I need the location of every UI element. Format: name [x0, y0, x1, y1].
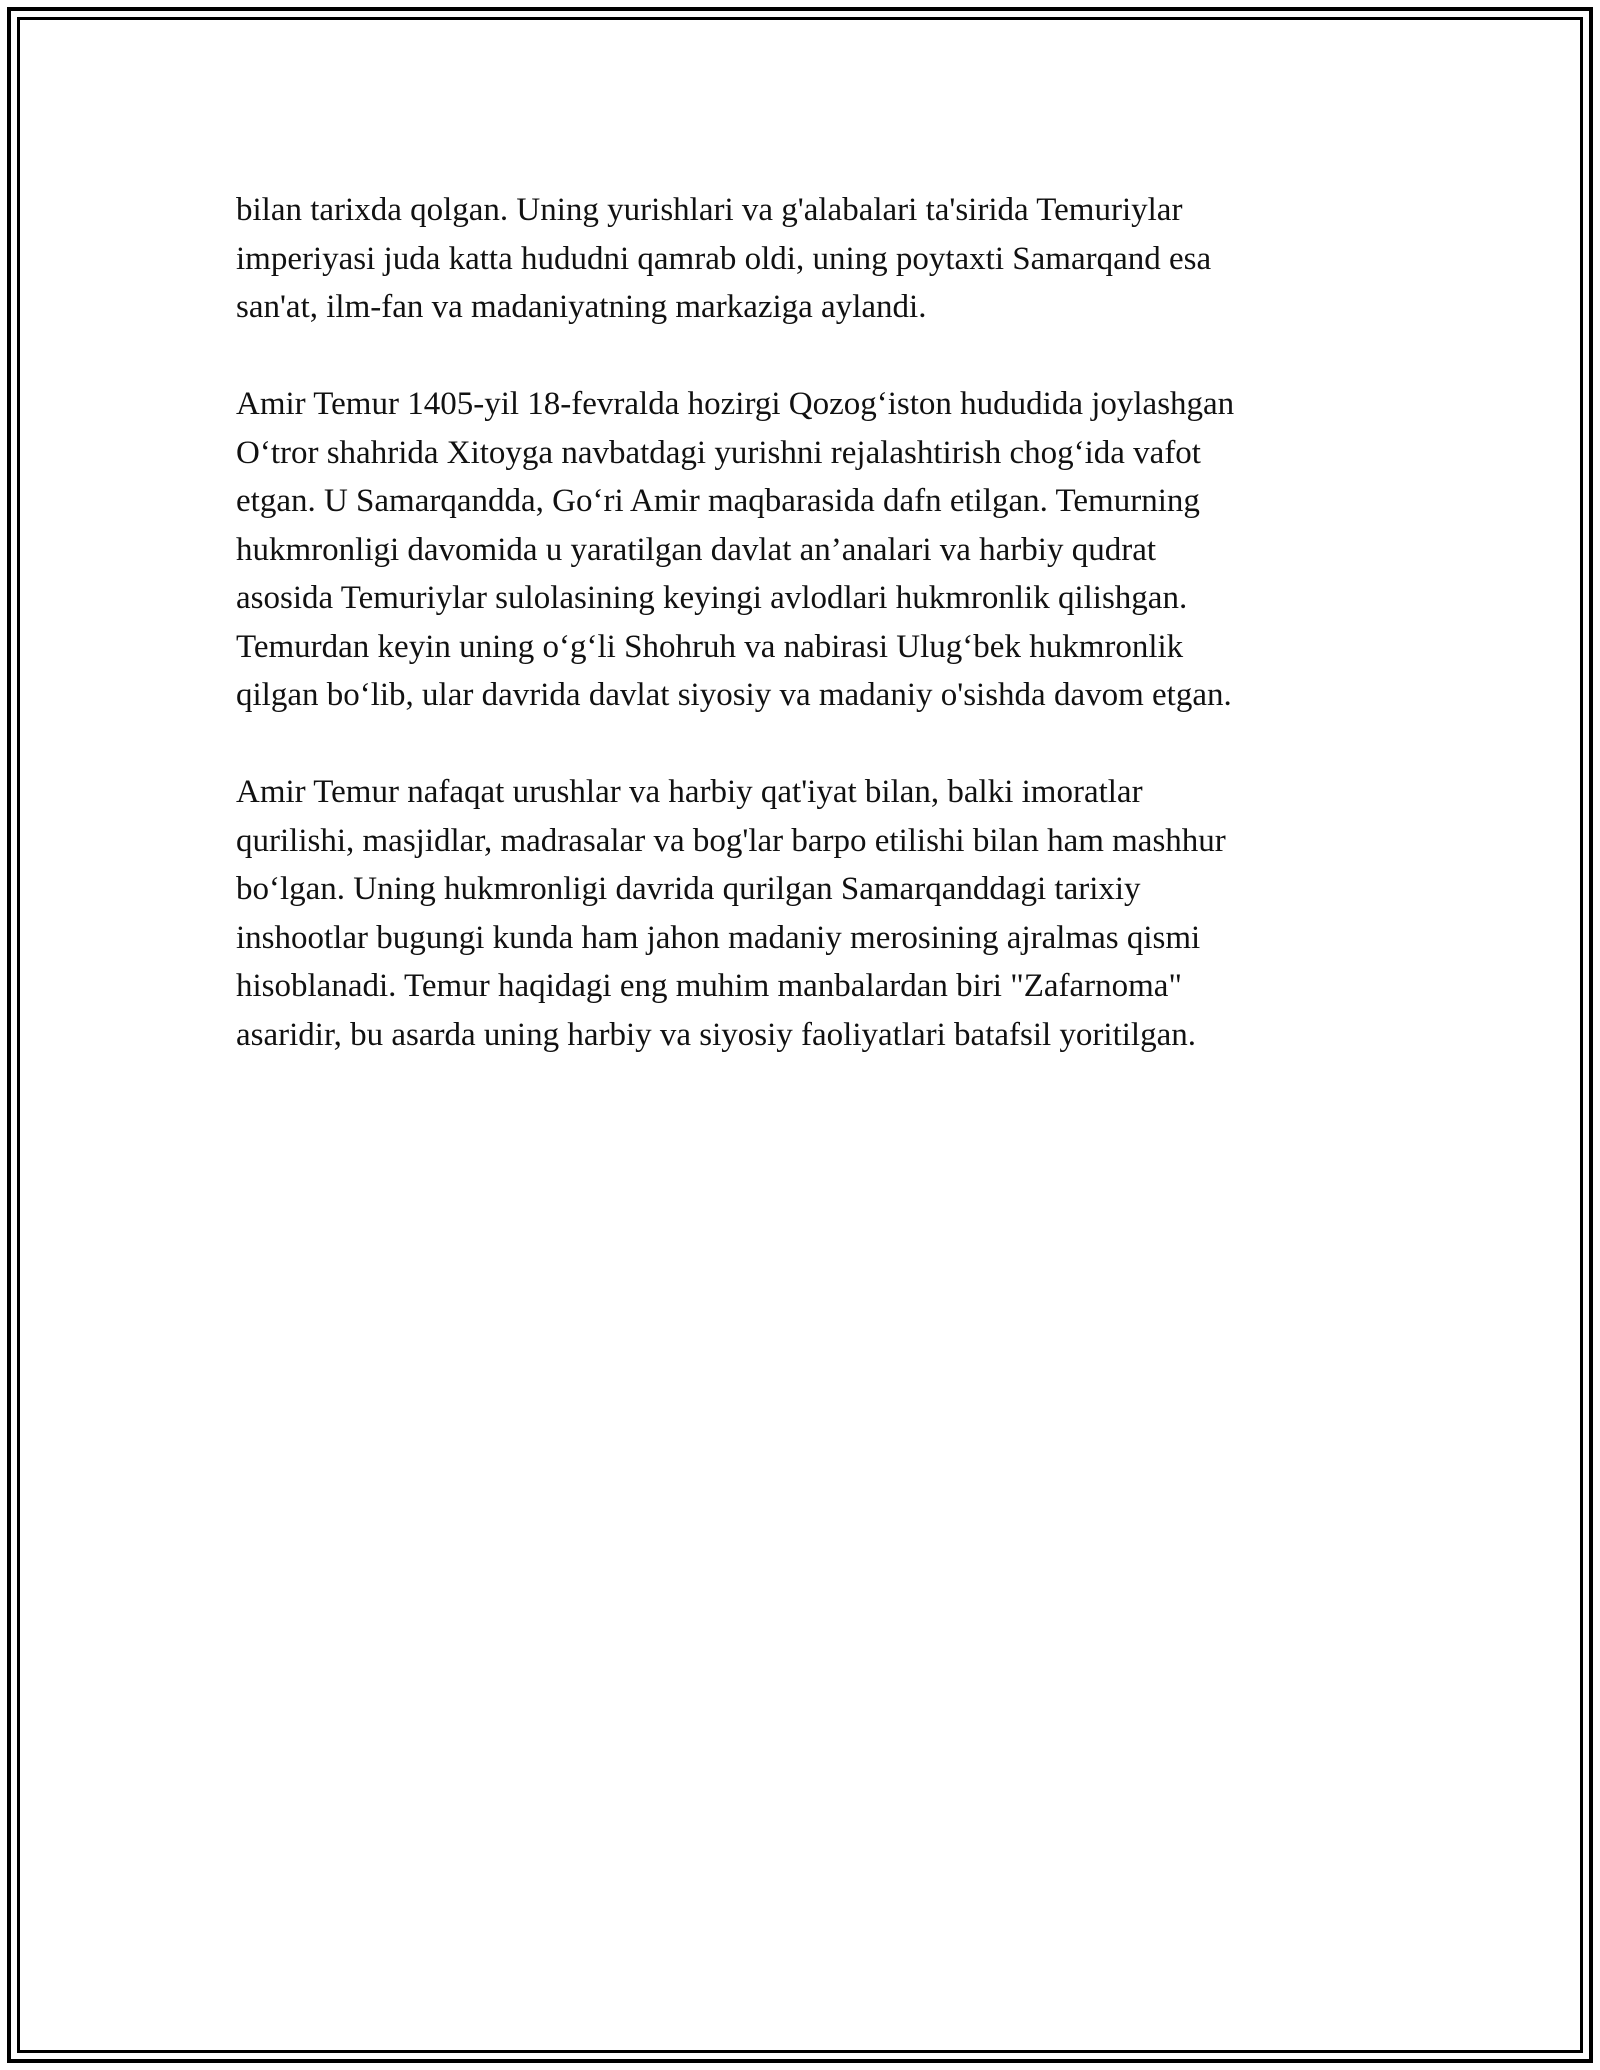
document-body [236, 186, 1356, 1108]
paragraph-2: Amir Temur 1405-yil 18-fevralda hozirgi Qozog‘iston hududida joylashgan O‘tror shahrida Xitoyga navbatdagi yurishni rejalashtirish chog‘ida vafot etgan. U Samarqandda, Go‘ri Amir maqbarasida dafn etilgan. Temurning hukmronligi davomida u yaratilgan davlat an’analari va harbiy qudrat asosida Temuriylar sulolasining keyingi avlodlari hukmronlik qilishgan. Temurdan keyin uning o‘g‘li Shohruh va nabirasi Ulug‘bek hukmronlik qilgan bo‘lib, ular davrida davlat siyosiy va madaniy o'sishda davom etgan. [236, 386, 1235, 713]
paragraph-3: Amir Temur nafaqat urushlar va harbiy qat'iyat bilan, balki imoratlar qurilishi, masjidlar, madrasalar va bog'lar barpo etilishi bilan ham mashhur bo‘lgan. Uning hukmronligi davrida qurilgan Samarqanddagi tarixiy inshootlar bugungi kunda ham jahon madaniy merosining ajralmas qismi hisoblanadi. Temur haqidagi eng muhim manbalardan biri "Zafarnoma" asaridir, bu asarda uning harbiy va siyosiy faoliyatlari batafsil yoritilgan. [236, 774, 1226, 1053]
paragraph-1: bilan tarixda qolgan. Uning yurishlari va g'alabalari ta'sirida Temuriylar imperiyasi juda katta hududni qamrab oldi, uning poytaxti Samarqand esa san'at, ilm-fan va madaniyatning markaziga aylandi. [236, 192, 1212, 325]
